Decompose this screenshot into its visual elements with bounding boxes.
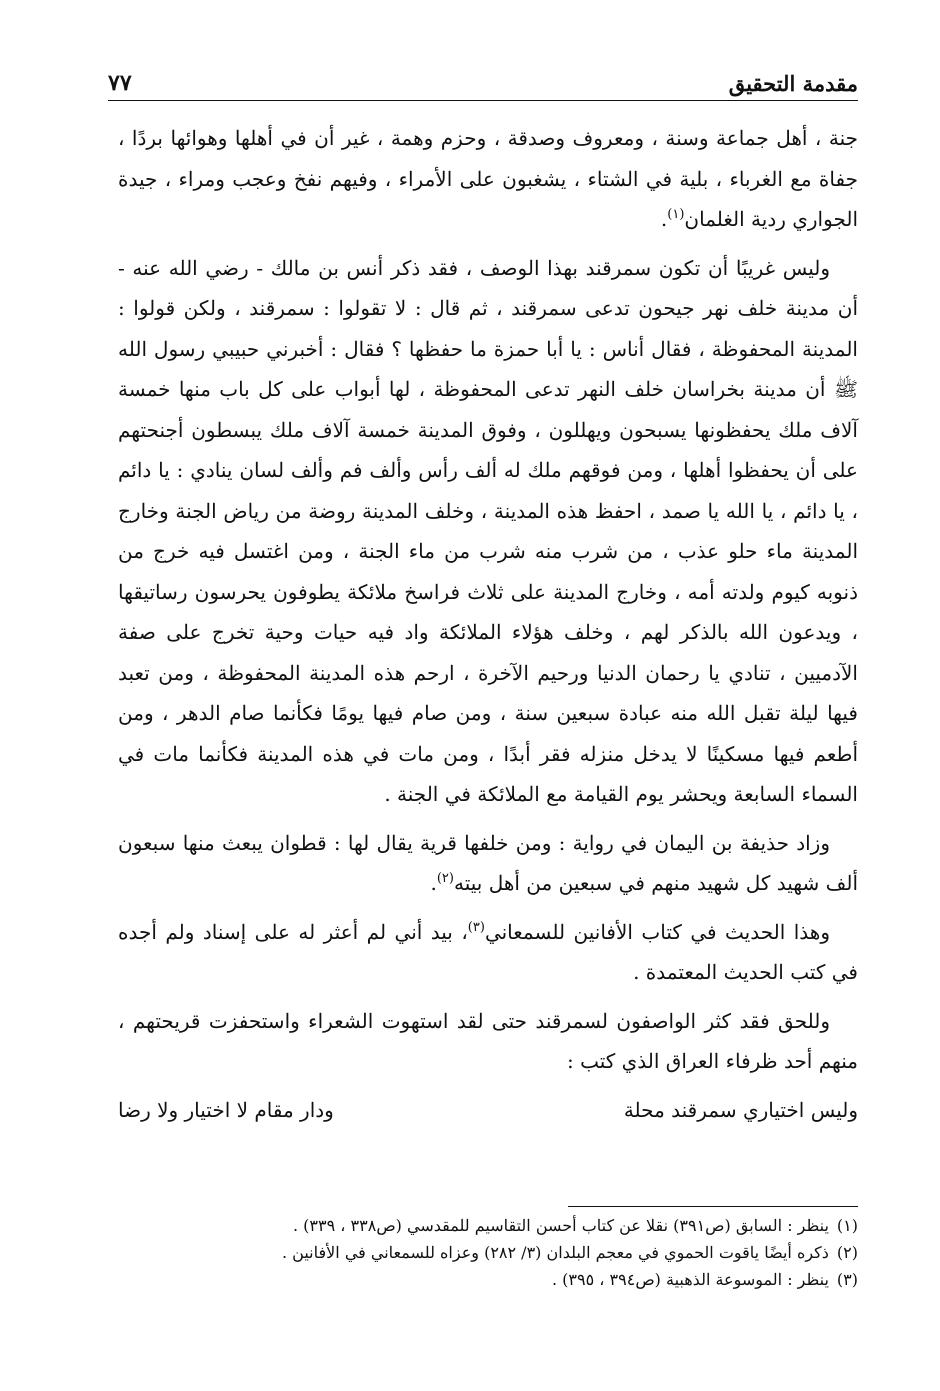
paragraph-2: وليس غريبًا أن تكون سمرقند بهذا الوصف ، فقد ذكر أنس بن مالك - رضي الله عنه - أن مدينة خلف نهر جيحون تدعى سمرقند ، ثم قال : لا تقولوا : سمرقند ، ولكن قولوا : المدينة المحفوظة ، فقال أناس : يا أبا حمزة ما حفظها ؟ فقال : أخبرني حبيبي رسول الله ﷺ أن مدينة بخراسان خلف النهر تدعى المحفوظة ، لها أبواب على كل باب منها خمسة آلاف ملك يحفظونها يسبحون ويهللون ، وفوق المدينة خمسة آلاف ملك يبسطون أجنحتهم على أن يحفظوا أهلها ، ومن فوقهم ملك له ألف رأس وألف فم وألف لسان ينادي : يا دائم ، يا دائم ، يا الله يا صمد ، احفظ هذه المدينة ، وخلف المدينة روضة من رياض الجنة وخارج المدينة ماء حلو عذب ، من شرب منه شرب من ماء الجنة ، ومن اغتسل فيه خرج من ذنوبه كيوم ولدته أمه ، وخارج المدينة على ثلاث فراسخ ملائكة يطوفون يحرسون رساتيقها ، ويدعون الله بالذكر لهم ، وخلف هؤلاء الملائكة واد فيه حيات وحية تخرج على صفة الآدميين ، تنادي يا رحمان الدنيا ورحيم الآخرة ، ارحم هذه المدينة المحفوظة ، ومن تعبد فيها ليلة تقبل الله منه عبادة سبعين سنة ، ومن صام فيها يومًا فكأنما صام الدهر ، ومن أطعم فيها مسكينًا لا يدخل منزله فقر أبدًا ، ومن مات في هذه المدينة فكأنما مات في السماء السابعة ويحشر يوم القيامة مع الملائكة في الجنة . [118, 255, 858, 806]
footnote-mark: (١) [836, 1216, 858, 1235]
paragraph-4: وهذا الحديث في كتاب الأفانين للسمعاني$^{(٣)}$، بيد أني لم أعثر له على إسناد ولم أجده في كتب الحديث المعتمدة . [118, 919, 858, 984]
page-number: ٧٧ [108, 70, 132, 96]
footnote-text: ذكره أيضًا ياقوت الحموي في معجم البلدان (٣/ ٢٨٢) وعزاه للسمعاني في الأفانين . [282, 1243, 829, 1262]
poem-verse [118, 1090, 858, 1131]
paragraph-5: وللحق فقد كثر الواصفون لسمرقند حتى لقد استهوت الشعراء واستحفزت قريحتهم ، منهم أحد ظرفاء العراق الذي كتب : [118, 1008, 858, 1073]
verse-second-hemistich: ودار مقام لا اختيار ولا رضا [118, 1097, 334, 1122]
footnote-ref-2: (٢) [436, 871, 454, 886]
footnote-text: ينظر : الموسوعة الذهبية (ص٣٩٤ ، ٣٩٥) . [552, 1270, 829, 1289]
footnote-3 [118, 1266, 858, 1293]
main-text [118, 118, 858, 1130]
verse-first-hemistich: وليس اختياري سمرقند محلة [623, 1097, 858, 1122]
footnote-mark: (٢) [836, 1243, 858, 1262]
footnote-divider [568, 1206, 858, 1207]
footnote-1 [118, 1212, 858, 1239]
footnote-text: ينظر : السابق (ص٣٩١) نقلا عن كتاب أحسن التقاسيم للمقدسي (ص٣٣٨ ، ٣٣٩) . [292, 1216, 829, 1235]
header-title: مقدمة التحقيق [728, 71, 858, 96]
footnote-ref-3: (٣) [467, 919, 485, 935]
paragraph-3: وزاد حذيفة بن اليمان في رواية : ومن خلفها قرية يقال لها : قطوان يبعث منها سبعون ألف شهيد كل شهيد منهم في سبعين من أهل بيته$^{(٢)}$. [118, 830, 858, 895]
paragraph-1: جنة ، أهل جماعة وسنة ، ومعروف وصدقة ، وحزم وهمة ، غير أن في أهلها وهوائها بردًا ، جفاة مع الغرباء ، بلية في الشتاء ، يشغبون على الأمراء ، وفيهم نفخ وعجب ومراء ، جيدة الجواري ردية الغلمان$^{(١)}$. [118, 126, 858, 231]
footnote-2 [118, 1239, 858, 1266]
footnote-ref-1: (١) [667, 207, 685, 222]
footnote-mark: (٣) [836, 1270, 858, 1289]
footnotes [118, 1212, 858, 1293]
running-header [108, 58, 858, 101]
